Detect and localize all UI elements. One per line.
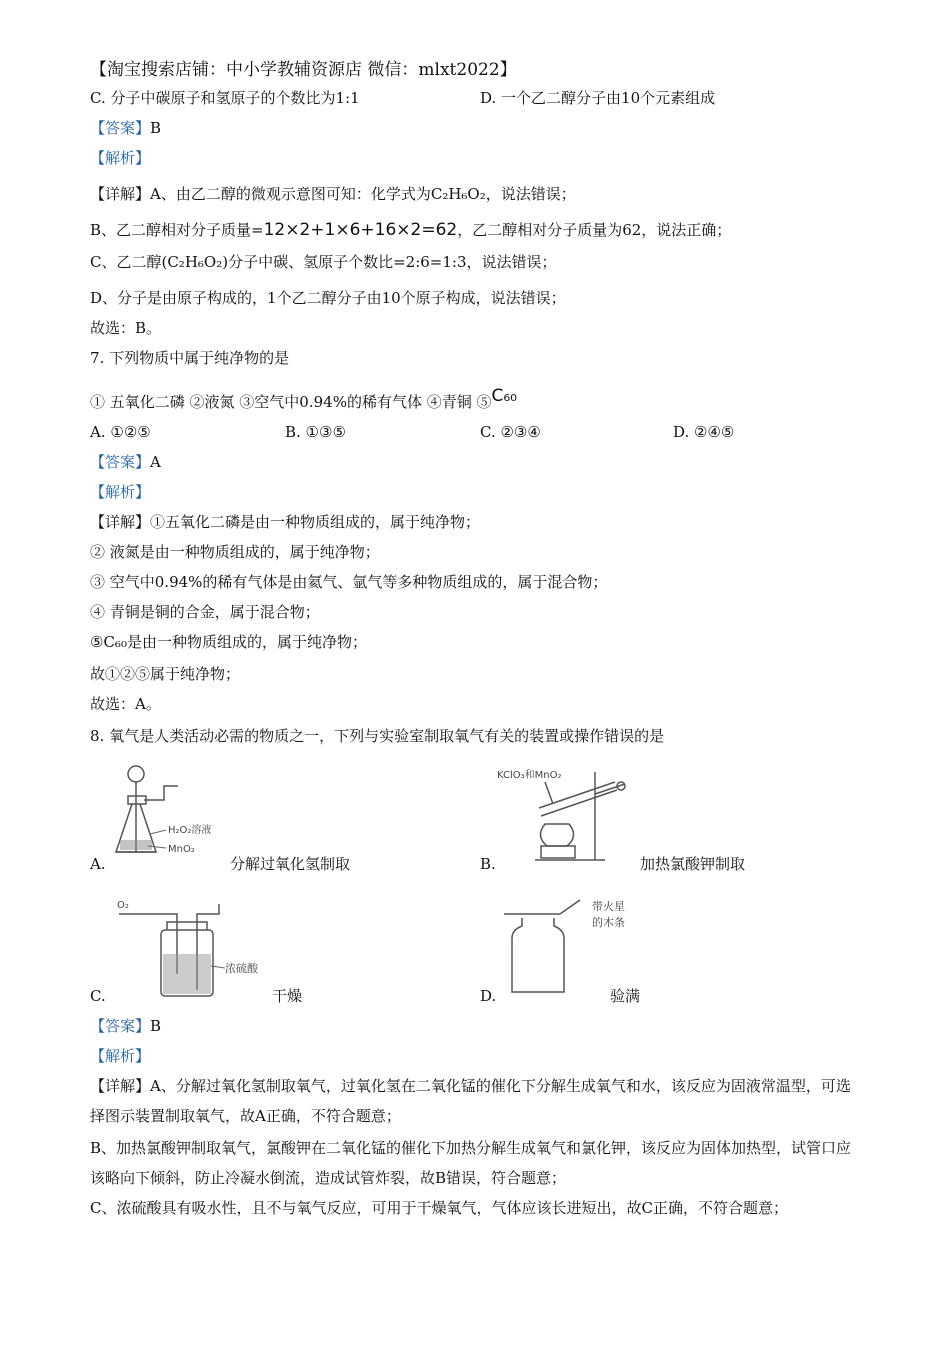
answer-value: A: [150, 453, 161, 471]
label-mno2: MnO₂: [168, 844, 195, 855]
q8-option-d-text: 验满: [610, 987, 641, 1005]
q7-detail-4: ④ 青铜是铜的合金，属于混合物；: [90, 603, 320, 621]
q7-detail-1: [90, 512, 480, 532]
answer-tag: 【答案】: [90, 453, 151, 471]
q6-answer: [90, 118, 161, 138]
q7-stem: 7. 下列物质中属于纯净物的是: [90, 349, 290, 367]
label-o2: O₂: [117, 900, 129, 911]
c60-formula: C₆₀: [491, 386, 517, 406]
detail-text: A、分解过氧化氢制取氧气，过氧化氢在二氧化锰的催化下分解生成氧气和水，该反应为固液常温型，可选择图示装置制取氧气，故A正确，不符合题意；: [90, 1077, 851, 1125]
q7-items: [90, 386, 517, 412]
q6-detail-c: C、乙二醇(C₂H₆O₂)分子中碳、氢原子个数比=2:6=1:3，说法错误；: [90, 253, 557, 271]
q6-detail-d: D、分子是由原子构成的，1个乙二醇分子由10个原子构成，说法错误；: [90, 289, 566, 307]
q6-option-c: C. 分子中碳原子和氢原子的个数比为1:1: [90, 89, 360, 107]
q8-option-b-letter: B.: [480, 855, 496, 873]
q8-stem: 8. 氧气是人类活动必需的物质之一，下列与实验室制取氧气有关的装置或操作错误的是: [90, 727, 665, 745]
detail-text: ①五氧化二磷是由一种物质组成的，属于纯净物；: [150, 513, 481, 531]
answer-value: B: [150, 119, 162, 137]
answer-tag: 【答案】: [90, 1017, 151, 1035]
q6-detail-a: [90, 184, 576, 204]
q8-answer: [90, 1016, 161, 1036]
q7-option-d: D. ②④⑤: [673, 423, 735, 441]
label-wooden-stick: 的木条: [592, 916, 625, 929]
q7-detail-6: 故①②⑤属于纯净物；: [90, 665, 241, 683]
detail-text: A、由乙二醇的微观示意图可知：化学式为C₂H₆O₂，说法错误；: [150, 185, 576, 203]
q8-detail-b: B、加热氯酸钾制取氧气，氯酸钾在二氧化锰的催化下加热分解生成氧气和氯化钾，该反应为固体加热型，试管口应该略向下倾斜，防止冷凝水倒流，造成试管炸裂，故B错误，符合题意；: [90, 1139, 852, 1187]
figure-c-drying-bottle: [115, 894, 275, 1000]
detail-tag: 【详解】: [90, 185, 151, 203]
figure-a-flask-apparatus: [108, 760, 218, 866]
label-conc-sulfuric-acid: 浓硫酸: [225, 962, 258, 975]
q7-detail-2: ② 液氮是由一种物质组成的，属于纯净物；: [90, 543, 380, 561]
detail-text: ，乙二醇相对分子质量为62，说法正确；: [457, 221, 732, 239]
q7-option-a: A. ①②⑤: [90, 423, 151, 441]
q8-option-c-letter: C.: [90, 987, 106, 1005]
detail-tag: 【详解】: [90, 1077, 151, 1095]
answer-value: B: [150, 1017, 162, 1035]
detail-text: B、乙二醇相对分子质量=: [90, 221, 264, 239]
q7-option-c: C. ②③④: [480, 423, 541, 441]
q8-option-a-text: 分解过氧化氢制取: [230, 855, 351, 873]
q7-analysis-tag: 【解析】: [90, 483, 151, 501]
label-h2o2: H₂O₂溶液: [168, 825, 212, 836]
figure-d-collection-bottle: [500, 892, 640, 1000]
q8-option-a-letter: A.: [90, 855, 106, 873]
q8-detail-c: C、浓硫酸具有吸水性，且不与氧气反应，可用于干燥氧气，气体应该长进短出，故C正确，不符合题意；: [90, 1199, 788, 1217]
header-banner: 【淘宝搜索店铺：中小学教辅资源店 微信：mlxt2022】: [90, 60, 517, 80]
q6-detail-b: [90, 220, 731, 240]
q7-detail-3: ③ 空气中0.94%的稀有气体是由氦气、氩气等多种物质组成的，属于混合物；: [90, 573, 608, 591]
q7-conclusion: 故选：A。: [90, 695, 161, 713]
q7-items-text: ① 五氧化二磷 ②液氮 ③空气中0.94%的稀有气体 ④青铜 ⑤: [90, 393, 492, 411]
q8-option-d-letter: D.: [480, 987, 497, 1005]
q7-answer: [90, 452, 161, 472]
label-glowing-splint: 带火星: [592, 900, 625, 913]
q8-option-c-text: 干燥: [272, 987, 303, 1005]
figure-b-heating-apparatus: [495, 764, 645, 868]
math-formula: 12×2+1×6+16×2=62: [263, 220, 458, 240]
q6-conclusion: 故选：B。: [90, 319, 162, 337]
label-kclo3-mno2: KClO₃和MnO₂: [497, 770, 562, 781]
q7-option-b: B. ①③⑤: [285, 423, 346, 441]
q7-detail-5: ⑤C₆₀是由一种物质组成的，属于纯净物；: [90, 633, 367, 651]
answer-tag: 【答案】: [90, 119, 151, 137]
q8-analysis-tag: 【解析】: [90, 1047, 151, 1065]
q8-detail-a: [90, 1071, 860, 1131]
detail-tag: 【详解】: [90, 513, 151, 531]
q6-option-d: D. 一个乙二醇分子由10个元素组成: [480, 89, 716, 107]
q6-analysis-tag: 【解析】: [90, 149, 151, 167]
q8-option-b-text: 加热氯酸钾制取: [640, 855, 746, 873]
